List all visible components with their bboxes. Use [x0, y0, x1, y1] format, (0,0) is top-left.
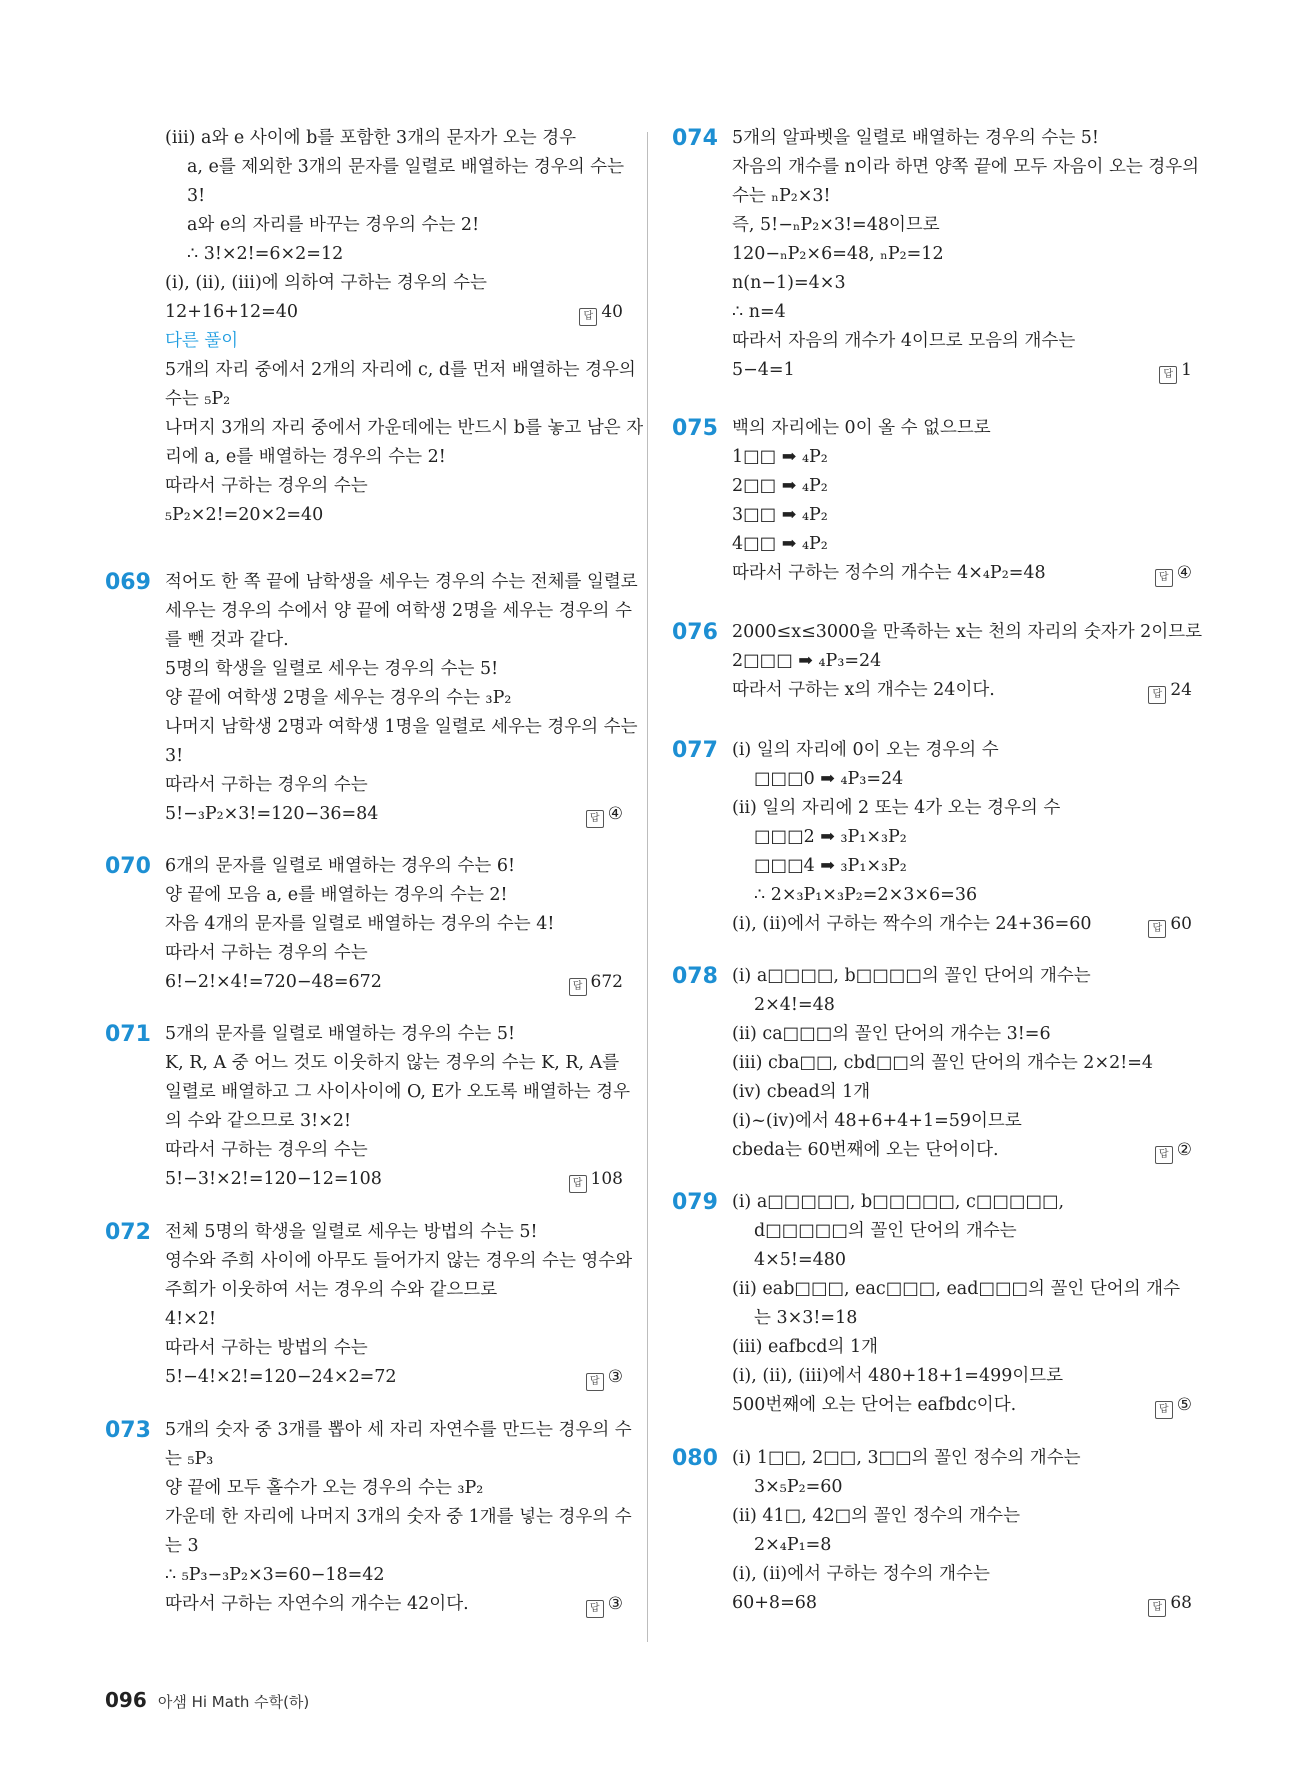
answer-value: ③: [607, 1367, 623, 1387]
solution-line: 일렬로 배열하고 그 사이사이에 O, E가 오도록 배열하는 경우: [165, 1082, 630, 1102]
solution-line: a와 e의 자리를 바꾸는 경우의 수는 2!: [187, 215, 480, 235]
solution-line: (ⅰ), (ⅱ)에서 구하는 정수의 개수는: [732, 1564, 990, 1584]
solution-answer-line: [732, 1589, 1192, 1618]
solution-line: 6!−2!×4!=720−48=672: [165, 972, 382, 992]
solution-body: [165, 124, 644, 530]
answer-label: [569, 1165, 623, 1194]
answer-label: [1155, 559, 1192, 588]
answer-icon: 답: [1155, 1146, 1173, 1164]
answer-value: ④: [607, 804, 623, 824]
solution-answer-line: [732, 356, 1192, 385]
solution-line: 의 수와 같으므로 3!×2!: [165, 1111, 352, 1131]
solution-line: 1□□ ➡ ₄P₂: [732, 447, 828, 467]
problem-number: 073: [105, 1418, 151, 1443]
answer-label: [1159, 356, 1192, 385]
answer-value: 68: [1170, 1593, 1192, 1613]
solution-line: 세우는 경우의 수에서 양 끝에 여학생 2명을 세우는 경우의 수: [165, 601, 632, 621]
solution-line: 따라서 구하는 x의 개수는 24이다.: [732, 680, 995, 700]
solution-answer-line: [165, 1590, 623, 1619]
problem-number: 072: [105, 1220, 151, 1245]
solution-line: 따라서 구하는 경우의 수는: [165, 476, 368, 496]
answer-icon: 답: [1148, 920, 1166, 938]
answer-value: ⑤: [1176, 1395, 1192, 1415]
answer-label: [586, 800, 623, 829]
solution-line: 4×5!=480: [754, 1250, 847, 1270]
solution-line: 2□□□ ➡ ₄P₃=24: [732, 651, 882, 671]
solution-line: 5!−4!×2!=120−24×2=72: [165, 1367, 397, 1387]
solution-line: 따라서 구하는 방법의 수는: [165, 1338, 368, 1358]
solution-line: 나머지 3개의 자리 중에서 가운데에는 반드시 b를 놓고 남은 자: [165, 418, 644, 438]
answer-label: [1148, 1589, 1192, 1618]
solution-line: 양 끝에 모음 a, e를 배열하는 경우의 수는 2!: [165, 885, 508, 905]
problem-number: 078: [672, 964, 718, 989]
solution-body: [732, 414, 1192, 588]
solution-line: □□□0 ➡ ₄P₃=24: [754, 769, 904, 789]
solution-line: (ⅱ) 41□, 42□의 꼴인 정수의 개수는: [732, 1506, 1020, 1526]
solution-body: [165, 1020, 630, 1194]
page-number: 096: [105, 1688, 147, 1712]
answer-value: 672: [590, 972, 623, 992]
answer-icon: 답: [1155, 1401, 1173, 1419]
solution-line: 12+16+12=40: [165, 302, 299, 322]
solution-line: 따라서 구하는 자연수의 개수는 42이다.: [165, 1594, 469, 1614]
solution-line: ∴ 3!×2!=6×2=12: [187, 244, 344, 264]
solution-body: [732, 618, 1203, 705]
solution-line: 2000≤x≤3000을 만족하는 x는 천의 자리의 숫자가 2이므로: [732, 622, 1203, 642]
solution-line: 3×₅P₂=60: [754, 1477, 843, 1497]
problem-number: 077: [672, 738, 718, 763]
solution-line: 주희가 이웃하여 서는 경우의 수와 같으므로: [165, 1280, 498, 1300]
solution-line: 나머지 남학생 2명과 여학생 1명을 일렬로 세우는 경우의 수는: [165, 717, 638, 737]
answer-label: [579, 298, 623, 327]
answer-label: [1148, 676, 1192, 705]
solution-answer-line: [732, 676, 1192, 705]
solution-line: 5−4=1: [732, 360, 795, 380]
problem-number: 070: [105, 854, 151, 879]
problem-number: 079: [672, 1190, 718, 1215]
solution-line: 따라서 구하는 경우의 수는: [165, 943, 368, 963]
solution-line: 60+8=68: [732, 1593, 817, 1613]
solution-body: [732, 1188, 1192, 1420]
solution-line: 4□□ ➡ ₄P₂: [732, 534, 828, 554]
solution-line: ∴ 2×₃P₁×₃P₂=2×3×6=36: [754, 885, 978, 905]
alternative-solution-title: 다른 풀이: [165, 331, 239, 351]
solution-line: (ⅰ) 1□□, 2□□, 3□□의 꼴인 정수의 개수는: [732, 1448, 1081, 1468]
solution-line: 가운데 한 자리에 나머지 3개의 숫자 중 1개를 넣는 경우의 수: [165, 1507, 632, 1527]
solution-line: (ⅰ) a□□□□, b□□□□의 꼴인 단어의 개수는: [732, 966, 1091, 986]
answer-value: ②: [1176, 1140, 1192, 1160]
solution-body: [732, 124, 1200, 385]
solution-body: [732, 1444, 1192, 1618]
solution-line: 5개의 자리 중에서 2개의 자리에 c, d를 먼저 배열하는 경우의: [165, 360, 636, 380]
answer-value: 60: [1170, 914, 1192, 934]
solution-line: 5개의 문자를 일렬로 배열하는 경우의 수는 5!: [165, 1024, 516, 1044]
answer-label: [1155, 1391, 1192, 1420]
solution-line: 2×4!=48: [754, 995, 835, 1015]
solution-answer-line: [165, 800, 623, 829]
solution-line: 를 뺀 것과 같다.: [165, 630, 289, 650]
solution-line: (ⅰ) 일의 자리에 0이 오는 경우의 수: [732, 740, 999, 760]
solution-line: 양 끝에 모두 홀수가 오는 경우의 수는 ₃P₂: [165, 1478, 484, 1498]
solution-body: [165, 852, 623, 997]
answer-label: [1155, 1136, 1192, 1165]
solution-line: d□□□□□의 꼴인 단어의 개수는: [754, 1221, 1017, 1241]
solution-line: 즉, 5!−ₙP₂×3!=48이므로: [732, 215, 940, 235]
answer-value: ④: [1176, 563, 1192, 583]
solution-line: (ⅱ) ca□□□의 꼴인 단어의 개수는 3!=6: [732, 1024, 1051, 1044]
solution-line: (ⅱ) eab□□□, eac□□□, ead□□□의 꼴인 단어의 개수: [732, 1279, 1180, 1299]
solution-line: ₅P₂×2!=20×2=40: [165, 505, 324, 525]
solution-answer-line: [732, 559, 1192, 588]
answer-icon: 답: [1148, 686, 1166, 704]
solution-line: (ⅲ) eafbcd의 1개: [732, 1337, 878, 1357]
solution-line: 양 끝에 여학생 2명을 세우는 경우의 수는 ₃P₂: [165, 688, 512, 708]
solution-body: [732, 736, 1192, 939]
answer-icon: 답: [586, 1600, 604, 1618]
solution-line: 따라서 구하는 정수의 개수는 4×₄P₂=48: [732, 563, 1046, 583]
solution-line: (ⅰ)~(ⅳ)에서 48+6+4+1=59이므로: [732, 1111, 1022, 1131]
solution-line: (ⅰ), (ⅱ), (ⅲ)에 의하여 구하는 경우의 수는: [165, 273, 487, 293]
solution-line: 수는 ₅P₂: [165, 389, 231, 409]
answer-icon: 답: [1148, 1599, 1166, 1617]
solution-line: (ⅲ) a와 e 사이에 b를 포함한 3개의 문자가 오는 경우: [165, 128, 577, 148]
column-divider: [647, 132, 648, 1642]
solution-line: ∴ ₅P₃−₃P₂×3=60−18=42: [165, 1565, 385, 1585]
solution-line: (ⅰ), (ⅱ), (ⅲ)에서 480+18+1=499이므로: [732, 1366, 1064, 1386]
solution-line: cbeda는 60번째에 오는 단어이다.: [732, 1140, 999, 1160]
solution-line: (ⅰ), (ⅱ)에서 구하는 짝수의 개수는 24+36=60: [732, 914, 1092, 934]
solution-line: 는 ₅P₃: [165, 1449, 214, 1469]
answer-label: [586, 1590, 623, 1619]
solution-line: 적어도 한 쪽 끝에 남학생을 세우는 경우의 수는 전체를 일렬로: [165, 572, 638, 592]
solution-line: 영수와 주희 사이에 아무도 들어가지 않는 경우의 수는 영수와: [165, 1251, 633, 1271]
solution-line: K, R, A 중 어느 것도 이웃하지 않는 경우의 수는 K, R, A를: [165, 1053, 620, 1073]
solution-line: 5개의 알파벳을 일렬로 배열하는 경우의 수는 5!: [732, 128, 1099, 148]
solution-line: 수는 ₙP₂×3!: [732, 186, 831, 206]
answer-label: [586, 1363, 623, 1392]
solution-line: 2×₄P₁=8: [754, 1535, 832, 1555]
answer-icon: 답: [586, 1373, 604, 1391]
answer-icon: 답: [1159, 366, 1177, 384]
solution-answer-line: [165, 1363, 623, 1392]
answer-value: 1: [1181, 360, 1192, 380]
solution-line: 자음의 개수를 n이라 하면 양쪽 끝에 모두 자음이 오는 경우의: [732, 157, 1200, 177]
solution-line: 백의 자리에는 0이 올 수 없으므로: [732, 418, 991, 438]
solution-answer-line: [165, 968, 623, 997]
solution-line: 3!: [187, 186, 206, 206]
problem-number: 069: [105, 570, 151, 595]
solution-line: 5명의 학생을 일렬로 세우는 경우의 수는 5!: [165, 659, 499, 679]
solution-answer-line: [165, 298, 623, 327]
solution-line: 2□□ ➡ ₄P₂: [732, 476, 828, 496]
answer-value: 108: [590, 1169, 623, 1189]
solution-line: 5개의 숫자 중 3개를 뽑아 세 자리 자연수를 만드는 경우의 수: [165, 1420, 632, 1440]
solution-body: [732, 962, 1192, 1165]
solution-line: ∴ n=4: [732, 302, 786, 322]
answer-label: [569, 968, 623, 997]
solution-line: 4!×2!: [165, 1309, 216, 1329]
answer-label: [1148, 910, 1192, 939]
solution-line: (ⅰ) a□□□□□, b□□□□□, c□□□□□,: [732, 1192, 1065, 1212]
solution-line: 3!: [165, 746, 184, 766]
answer-icon: 답: [586, 810, 604, 828]
solution-line: 5!−₃P₂×3!=120−36=84: [165, 804, 379, 824]
answer-icon: 답: [569, 978, 587, 996]
problem-number: 075: [672, 416, 718, 441]
solution-answer-line: [165, 1165, 623, 1194]
solution-body: [165, 1218, 633, 1392]
answer-icon: 답: [569, 1175, 587, 1193]
solution-answer-line: [732, 1136, 1192, 1165]
solution-line: (ⅳ) cbead의 1개: [732, 1082, 871, 1102]
solution-line: 따라서 구하는 경우의 수는: [165, 775, 368, 795]
solution-line: 리에 a, e를 배열하는 경우의 수는 2!: [165, 447, 446, 467]
problem-number: 074: [672, 126, 718, 151]
solution-line: □□□4 ➡ ₃P₁×₃P₂: [754, 856, 907, 876]
solution-line: (ⅲ) cba□□, cbd□□의 꼴인 단어의 개수는 2×2!=4: [732, 1053, 1154, 1073]
solution-line: n(n−1)=4×3: [732, 273, 846, 293]
answer-value: 40: [601, 302, 623, 322]
solution-answer-line: [732, 1391, 1192, 1420]
solution-line: a, e를 제외한 3개의 문자를 일렬로 배열하는 경우의 수는: [187, 157, 624, 177]
solution-line: 500번째에 오는 단어는 eafbdc이다.: [732, 1395, 1017, 1415]
answer-value: 24: [1170, 680, 1192, 700]
page-footer: [105, 1688, 309, 1712]
answer-icon: 답: [579, 308, 597, 326]
solution-line: 120−ₙP₂×6=48, ₙP₂=12: [732, 244, 944, 264]
solution-line: 6개의 문자를 일렬로 배열하는 경우의 수는 6!: [165, 856, 516, 876]
solution-line: 따라서 자음의 개수가 4이므로 모음의 개수는: [732, 331, 1076, 351]
solution-line: 는 3×3!=18: [754, 1308, 858, 1328]
solution-line: 전체 5명의 학생을 일렬로 세우는 방법의 수는 5!: [165, 1222, 538, 1242]
solution-line: 5!−3!×2!=120−12=108: [165, 1169, 382, 1189]
problem-number: 080: [672, 1446, 718, 1471]
book-title: 아샘 Hi Math 수학(하): [157, 1693, 310, 1711]
solution-line: 3□□ ➡ ₄P₂: [732, 505, 828, 525]
solution-line: 자음 4개의 문자를 일렬로 배열하는 경우의 수는 4!: [165, 914, 555, 934]
solution-line: 는 3: [165, 1536, 199, 1556]
solution-line: □□□2 ➡ ₃P₁×₃P₂: [754, 827, 907, 847]
solution-answer-line: [732, 910, 1192, 939]
solution-line: (ⅱ) 일의 자리에 2 또는 4가 오는 경우의 수: [732, 798, 1061, 818]
answer-value: ③: [607, 1594, 623, 1614]
solution-body: [165, 568, 638, 829]
solution-body: [165, 1416, 632, 1619]
answer-icon: 답: [1155, 569, 1173, 587]
problem-number: 071: [105, 1022, 151, 1047]
solution-line: 따라서 구하는 경우의 수는: [165, 1140, 368, 1160]
problem-number: 076: [672, 620, 718, 645]
